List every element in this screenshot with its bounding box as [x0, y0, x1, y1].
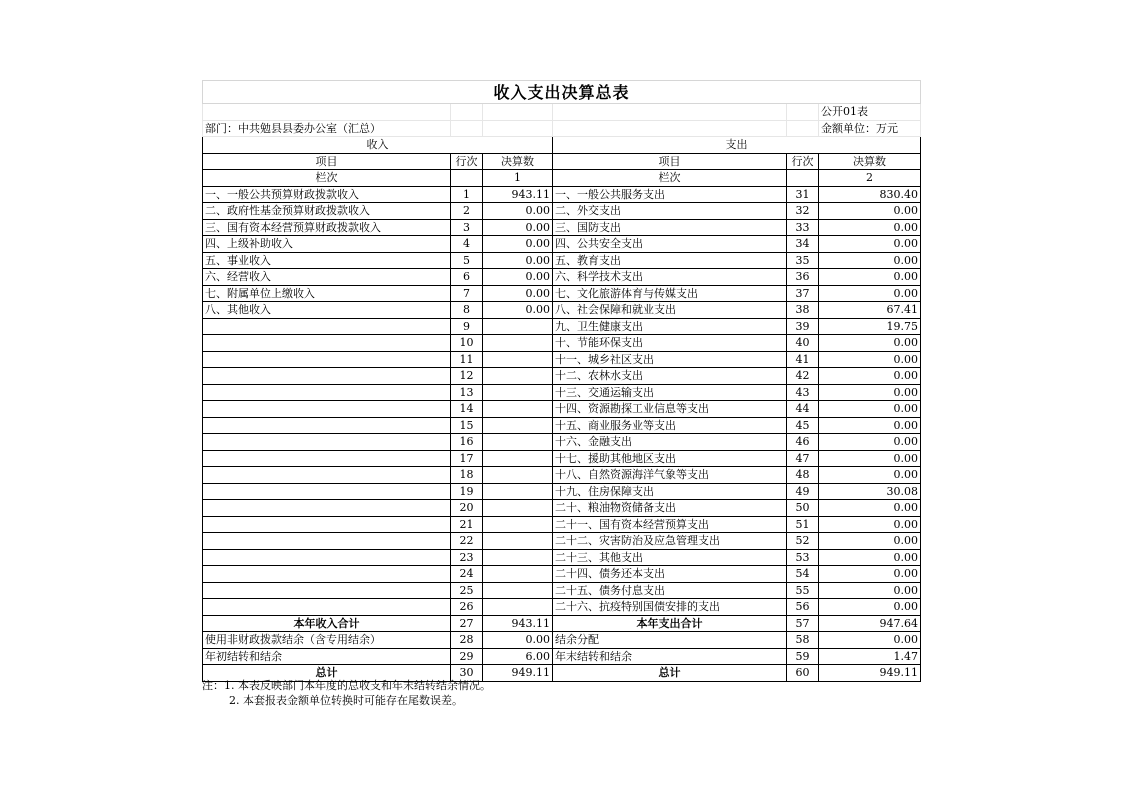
table-row	[203, 401, 921, 418]
expense-row-no: 59	[787, 648, 819, 665]
expense-amount: 0.00	[819, 219, 921, 236]
income-item: 三、国有资本经营预算财政拨款收入	[203, 219, 451, 236]
table-row	[203, 219, 921, 236]
table-row	[203, 186, 921, 203]
table-row	[203, 318, 921, 335]
income-item	[203, 500, 451, 517]
expense-amount: 0.00	[819, 351, 921, 368]
expense-item: 三、国防支出	[553, 219, 787, 236]
expense-row-no: 44	[787, 401, 819, 418]
table-row	[203, 549, 921, 566]
income-amount	[483, 368, 553, 385]
expense-amount: 0.00	[819, 599, 921, 616]
income-item	[203, 318, 451, 335]
income-row-no: 22	[451, 533, 483, 550]
expense-amount: 830.40	[819, 186, 921, 203]
income-item	[203, 566, 451, 583]
expense-row-no: 55	[787, 582, 819, 599]
income-amount: 0.00	[483, 632, 553, 649]
table-row	[203, 533, 921, 550]
income-amount	[483, 599, 553, 616]
income-item	[203, 368, 451, 385]
expense-item: 二十、粮油物资储备支出	[553, 500, 787, 517]
expense-row-no: 34	[787, 236, 819, 253]
expense-amount: 0.00	[819, 269, 921, 286]
income-amount: 0.00	[483, 285, 553, 302]
expense-item: 总计	[553, 665, 787, 682]
table-row	[203, 236, 921, 253]
income-row-no: 13	[451, 384, 483, 401]
note-2: 2. 本套报表金额单位转换时可能存在尾数误差。	[229, 694, 463, 707]
expense-amount: 0.00	[819, 335, 921, 352]
income-amount	[483, 533, 553, 550]
income-row-no: 5	[451, 252, 483, 269]
expense-serial-no: 2	[819, 170, 921, 187]
income-item	[203, 351, 451, 368]
expense-row-no: 53	[787, 549, 819, 566]
expense-amount: 947.64	[819, 615, 921, 632]
table-row	[203, 384, 921, 401]
expense-amount: 0.00	[819, 417, 921, 434]
income-item	[203, 582, 451, 599]
income-item-header: 项目	[203, 153, 451, 170]
expense-row-no: 57	[787, 615, 819, 632]
expense-amount: 0.00	[819, 450, 921, 467]
income-item: 四、上级补助收入	[203, 236, 451, 253]
income-serial-label: 栏次	[203, 170, 451, 187]
expense-amount: 19.75	[819, 318, 921, 335]
income-row-no: 3	[451, 219, 483, 236]
expense-item: 二十一、国有资本经营预算支出	[553, 516, 787, 533]
expense-row-no: 31	[787, 186, 819, 203]
income-amount: 943.11	[483, 615, 553, 632]
table-row	[203, 368, 921, 385]
income-item: 二、政府性基金预算财政拨款收入	[203, 203, 451, 220]
income-row-no: 17	[451, 450, 483, 467]
income-item	[203, 417, 451, 434]
income-amount: 0.00	[483, 269, 553, 286]
income-row-no: 25	[451, 582, 483, 599]
income-row-no: 11	[451, 351, 483, 368]
expense-item: 二十三、其他支出	[553, 549, 787, 566]
expense-amount: 949.11	[819, 665, 921, 682]
expense-amount: 0.00	[819, 500, 921, 517]
expense-item: 九、卫生健康支出	[553, 318, 787, 335]
income-amount	[483, 434, 553, 451]
expense-item: 本年支出合计	[553, 615, 787, 632]
income-amount: 0.00	[483, 236, 553, 253]
expense-row-no: 40	[787, 335, 819, 352]
income-item: 总计	[203, 665, 451, 682]
expense-row-no: 36	[787, 269, 819, 286]
expense-amount: 67.41	[819, 302, 921, 319]
table-row	[203, 269, 921, 286]
table-row	[203, 351, 921, 368]
expense-amount: 0.00	[819, 203, 921, 220]
expense-amount-header: 决算数	[819, 153, 921, 170]
expense-item: 十五、商业服务业等支出	[553, 417, 787, 434]
expense-amount: 0.00	[819, 582, 921, 599]
table-row	[203, 252, 921, 269]
income-item: 使用非财政拨款结余（含专用结余）	[203, 632, 451, 649]
table-row	[203, 335, 921, 352]
income-amount	[483, 384, 553, 401]
expense-row-no: 46	[787, 434, 819, 451]
income-item	[203, 335, 451, 352]
expense-amount: 0.00	[819, 467, 921, 484]
income-amount	[483, 467, 553, 484]
expense-item: 十七、援助其他地区支出	[553, 450, 787, 467]
expense-amount: 30.08	[819, 483, 921, 500]
footnotes	[202, 678, 920, 708]
expense-item: 十、节能环保支出	[553, 335, 787, 352]
expense-item: 五、教育支出	[553, 252, 787, 269]
income-amount	[483, 549, 553, 566]
expense-item: 十二、农林水支出	[553, 368, 787, 385]
expense-amount: 0.00	[819, 533, 921, 550]
income-row-no: 7	[451, 285, 483, 302]
income-amount	[483, 500, 553, 517]
income-amount	[483, 401, 553, 418]
expense-item: 七、文化旅游体育与传媒支出	[553, 285, 787, 302]
income-row-no: 26	[451, 599, 483, 616]
income-row-no: 24	[451, 566, 483, 583]
income-amount	[483, 450, 553, 467]
income-amount	[483, 483, 553, 500]
income-item	[203, 516, 451, 533]
expense-row-no: 35	[787, 252, 819, 269]
expense-amount: 0.00	[819, 632, 921, 649]
income-item	[203, 467, 451, 484]
income-row-no: 6	[451, 269, 483, 286]
expense-amount: 1.47	[819, 648, 921, 665]
income-item	[203, 533, 451, 550]
expense-item: 二十二、灾害防治及应急管理支出	[553, 533, 787, 550]
income-item: 五、事业收入	[203, 252, 451, 269]
table-row	[203, 500, 921, 517]
expense-item: 二十六、抗疫特别国债安排的支出	[553, 599, 787, 616]
table-row	[203, 285, 921, 302]
income-item: 一、一般公共预算财政拨款收入	[203, 186, 451, 203]
expense-row-no: 51	[787, 516, 819, 533]
income-amount: 0.00	[483, 252, 553, 269]
income-amount: 0.00	[483, 203, 553, 220]
expense-row-no: 54	[787, 566, 819, 583]
income-header: 收入	[203, 137, 553, 154]
budget-table	[202, 80, 921, 682]
expense-amount: 0.00	[819, 401, 921, 418]
table-row	[203, 615, 921, 632]
income-row-no: 4	[451, 236, 483, 253]
expense-item: 四、公共安全支出	[553, 236, 787, 253]
income-row-no: 21	[451, 516, 483, 533]
expense-row-no: 58	[787, 632, 819, 649]
expense-item: 十一、城乡社区支出	[553, 351, 787, 368]
income-amount	[483, 417, 553, 434]
expense-item: 结余分配	[553, 632, 787, 649]
expense-item: 二十四、债务还本支出	[553, 566, 787, 583]
form-code: 公开01表	[819, 104, 921, 121]
income-amount	[483, 582, 553, 599]
income-row-no: 28	[451, 632, 483, 649]
table-row	[203, 434, 921, 451]
expense-row-no: 42	[787, 368, 819, 385]
income-row-no: 27	[451, 615, 483, 632]
table-row	[203, 483, 921, 500]
income-amount: 949.11	[483, 665, 553, 682]
income-amount: 943.11	[483, 186, 553, 203]
expense-amount: 0.00	[819, 368, 921, 385]
expense-item: 十九、住房保障支出	[553, 483, 787, 500]
table-row	[203, 566, 921, 583]
income-amount	[483, 318, 553, 335]
income-item: 年初结转和结余	[203, 648, 451, 665]
income-row-no: 2	[451, 203, 483, 220]
expense-row-no: 60	[787, 665, 819, 682]
income-item	[203, 384, 451, 401]
expense-row-no: 38	[787, 302, 819, 319]
table-row	[203, 599, 921, 616]
expense-row-no: 43	[787, 384, 819, 401]
income-item	[203, 549, 451, 566]
income-item	[203, 483, 451, 500]
income-amount	[483, 566, 553, 583]
income-item	[203, 401, 451, 418]
income-amount	[483, 351, 553, 368]
table-row	[203, 467, 921, 484]
table-row	[203, 648, 921, 665]
expense-row-no: 45	[787, 417, 819, 434]
income-amount	[483, 516, 553, 533]
income-row-no: 14	[451, 401, 483, 418]
expense-item-header: 项目	[553, 153, 787, 170]
income-item	[203, 434, 451, 451]
income-amount: 0.00	[483, 219, 553, 236]
table-row	[203, 632, 921, 649]
expense-item: 年末结转和结余	[553, 648, 787, 665]
expense-amount: 0.00	[819, 384, 921, 401]
income-row-no: 29	[451, 648, 483, 665]
table-row	[203, 582, 921, 599]
expense-row-no: 50	[787, 500, 819, 517]
note-1: 注：1. 本表反映部门本年度的总收支和年末结转结余情况。	[202, 679, 491, 692]
report-sheet	[202, 80, 920, 682]
expense-amount: 0.00	[819, 566, 921, 583]
expense-row-header: 行次	[787, 153, 819, 170]
expense-row-no: 52	[787, 533, 819, 550]
expense-item: 二、外交支出	[553, 203, 787, 220]
expense-item: 十六、金融支出	[553, 434, 787, 451]
expense-row-no: 37	[787, 285, 819, 302]
income-row-no: 15	[451, 417, 483, 434]
expense-item: 十四、资源勘探工业信息等支出	[553, 401, 787, 418]
income-row-no: 8	[451, 302, 483, 319]
expense-row-no: 41	[787, 351, 819, 368]
income-amount: 0.00	[483, 302, 553, 319]
income-serial-no: 1	[483, 170, 553, 187]
expense-row-no: 49	[787, 483, 819, 500]
income-row-no: 18	[451, 467, 483, 484]
income-row-header: 行次	[451, 153, 483, 170]
income-row-no: 1	[451, 186, 483, 203]
expense-amount: 0.00	[819, 285, 921, 302]
expense-amount: 0.00	[819, 236, 921, 253]
table-row	[203, 417, 921, 434]
expense-amount: 0.00	[819, 434, 921, 451]
expense-header: 支出	[553, 137, 921, 154]
income-amount	[483, 335, 553, 352]
expense-row-no: 39	[787, 318, 819, 335]
income-amount: 6.00	[483, 648, 553, 665]
table-row	[203, 516, 921, 533]
income-item: 本年收入合计	[203, 615, 451, 632]
department-label: 部门：中共勉县县委办公室（汇总）	[203, 120, 451, 137]
expense-amount: 0.00	[819, 516, 921, 533]
expense-item: 十八、自然资源海洋气象等支出	[553, 467, 787, 484]
expense-serial-label: 栏次	[553, 170, 787, 187]
income-item: 八、其他收入	[203, 302, 451, 319]
table-row	[203, 302, 921, 319]
income-item: 六、经营收入	[203, 269, 451, 286]
expense-item: 六、科学技术支出	[553, 269, 787, 286]
expense-row-no: 56	[787, 599, 819, 616]
table-row	[203, 203, 921, 220]
income-row-no: 16	[451, 434, 483, 451]
expense-item: 八、社会保障和就业支出	[553, 302, 787, 319]
expense-item: 十三、交通运输支出	[553, 384, 787, 401]
income-row-no: 9	[451, 318, 483, 335]
expense-row-no: 32	[787, 203, 819, 220]
income-item	[203, 450, 451, 467]
expense-row-no: 48	[787, 467, 819, 484]
expense-amount: 0.00	[819, 549, 921, 566]
income-row-no: 10	[451, 335, 483, 352]
table-row	[203, 450, 921, 467]
expense-item: 二十五、债务付息支出	[553, 582, 787, 599]
income-item: 七、附属单位上缴收入	[203, 285, 451, 302]
page-title: 收入支出决算总表	[203, 81, 921, 104]
income-row-no: 19	[451, 483, 483, 500]
income-amount-header: 决算数	[483, 153, 553, 170]
income-row-no: 23	[451, 549, 483, 566]
income-item	[203, 599, 451, 616]
expense-row-no: 47	[787, 450, 819, 467]
expense-amount: 0.00	[819, 252, 921, 269]
expense-row-no: 33	[787, 219, 819, 236]
income-row-no: 12	[451, 368, 483, 385]
income-row-no: 20	[451, 500, 483, 517]
expense-item: 一、一般公共服务支出	[553, 186, 787, 203]
income-row-no: 30	[451, 665, 483, 682]
unit-label: 金额单位：万元	[819, 120, 921, 137]
